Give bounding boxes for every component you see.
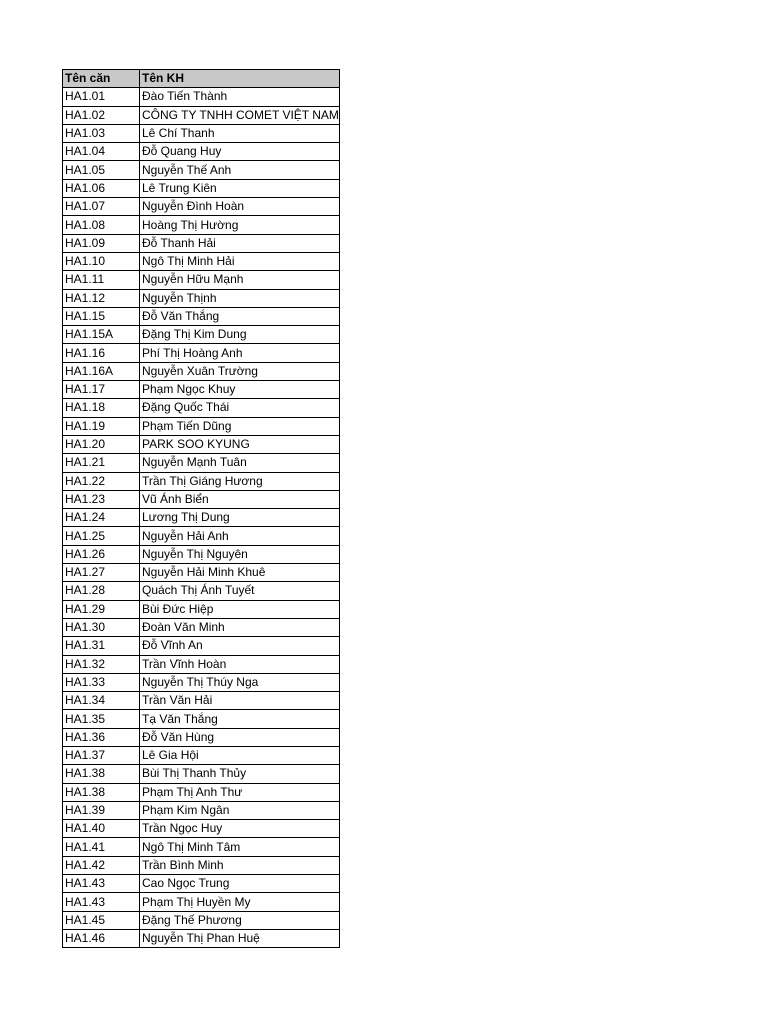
table-row <box>63 106 340 124</box>
table-row <box>63 490 340 508</box>
table-row <box>63 198 340 216</box>
table-row <box>63 454 340 472</box>
unit-code-cell[interactable]: HA1.01 <box>63 88 140 106</box>
table-header <box>63 70 340 88</box>
unit-code-cell[interactable]: HA1.26 <box>63 545 140 563</box>
unit-code-cell[interactable]: HA1.42 <box>63 856 140 874</box>
unit-code-cell[interactable]: HA1.10 <box>63 252 140 270</box>
table-row <box>63 600 340 618</box>
table-row <box>63 326 340 344</box>
table-row <box>63 362 340 380</box>
unit-code-cell[interactable]: HA1.18 <box>63 399 140 417</box>
table-row <box>63 509 340 527</box>
unit-code-cell[interactable]: HA1.41 <box>63 838 140 856</box>
unit-code-cell[interactable]: HA1.20 <box>63 435 140 453</box>
customer-name-cell[interactable]: Đặng Quốc Thái <box>140 399 340 417</box>
unit-code-cell[interactable]: HA1.23 <box>63 490 140 508</box>
table-row <box>63 161 340 179</box>
table-row <box>63 417 340 435</box>
table-row <box>63 289 340 307</box>
table-row <box>63 124 340 142</box>
table-row <box>63 618 340 636</box>
unit-code-cell[interactable]: HA1.34 <box>63 692 140 710</box>
table-row <box>63 692 340 710</box>
unit-code-cell[interactable]: HA1.19 <box>63 417 140 435</box>
unit-code-cell[interactable]: HA1.29 <box>63 600 140 618</box>
table-row <box>63 838 340 856</box>
unit-code-cell[interactable]: HA1.38 <box>63 765 140 783</box>
table-row <box>63 582 340 600</box>
unit-code-cell[interactable]: HA1.09 <box>63 234 140 252</box>
table-row <box>63 728 340 746</box>
customer-name-cell[interactable]: Đặng Thị Kim Dung <box>140 326 340 344</box>
unit-code-cell[interactable]: HA1.45 <box>63 911 140 929</box>
customer-name-cell[interactable]: Nguyễn Hữu Mạnh <box>140 271 340 289</box>
customer-name-cell[interactable]: Nguyễn Hải Minh Khuê <box>140 564 340 582</box>
customer-name-cell[interactable]: Đỗ Văn Hùng <box>140 728 340 746</box>
table-row <box>63 545 340 563</box>
unit-code-cell[interactable]: HA1.21 <box>63 454 140 472</box>
table-row <box>63 271 340 289</box>
table-row <box>63 399 340 417</box>
table-row <box>63 801 340 819</box>
unit-code-cell[interactable]: HA1.07 <box>63 198 140 216</box>
customer-name-cell[interactable]: Phạm Thị Huyền My <box>140 893 340 911</box>
unit-code-cell[interactable]: HA1.31 <box>63 637 140 655</box>
table-row <box>63 472 340 490</box>
customer-name-cell[interactable]: Đỗ Quang Huy <box>140 143 340 161</box>
unit-code-cell[interactable]: HA1.08 <box>63 216 140 234</box>
customer-name-cell[interactable]: Đào Tiến Thành <box>140 88 340 106</box>
table-row <box>63 820 340 838</box>
customer-name-cell[interactable]: Đỗ Thanh Hải <box>140 234 340 252</box>
table-body <box>63 88 340 948</box>
unit-code-cell[interactable]: HA1.06 <box>63 179 140 197</box>
customer-name-cell[interactable]: Phạm Thị Anh Thư <box>140 783 340 801</box>
customer-name-cell[interactable]: Lương Thị Dung <box>140 509 340 527</box>
customer-name-cell[interactable]: Đỗ Vĩnh An <box>140 637 340 655</box>
customer-name-cell[interactable]: Đặng Thế Phương <box>140 911 340 929</box>
unit-code-cell[interactable]: HA1.39 <box>63 801 140 819</box>
table-row <box>63 88 340 106</box>
unit-code-cell[interactable]: HA1.27 <box>63 564 140 582</box>
unit-code-cell[interactable]: HA1.03 <box>63 124 140 142</box>
unit-code-cell[interactable]: HA1.32 <box>63 655 140 673</box>
table-row <box>63 216 340 234</box>
customer-name-cell[interactable]: Quách Thị Ánh Tuyết <box>140 582 340 600</box>
table-row <box>63 929 340 947</box>
table-row <box>63 143 340 161</box>
customer-name-cell[interactable]: Nguyễn Thị Thúy Nga <box>140 673 340 691</box>
unit-code-cell[interactable]: HA1.22 <box>63 472 140 490</box>
table-row <box>63 710 340 728</box>
customer-table <box>62 69 340 948</box>
unit-code-cell[interactable]: HA1.43 <box>63 875 140 893</box>
customer-name-cell[interactable]: Phạm Kim Ngân <box>140 801 340 819</box>
unit-code-cell[interactable]: HA1.15A <box>63 326 140 344</box>
customer-name-cell[interactable]: Nguyễn Mạnh Tuân <box>140 454 340 472</box>
unit-code-cell[interactable]: HA1.16 <box>63 344 140 362</box>
customer-name-cell[interactable]: Trần Bình Minh <box>140 856 340 874</box>
customer-name-cell[interactable]: Tạ Văn Thắng <box>140 710 340 728</box>
unit-code-cell[interactable]: HA1.37 <box>63 746 140 764</box>
customer-name-cell[interactable]: Nguyễn Thị Phan Huệ <box>140 929 340 947</box>
customer-name-cell[interactable]: Đoàn Văn Minh <box>140 618 340 636</box>
table-row <box>63 637 340 655</box>
customer-name-cell[interactable]: Ngô Thị Minh Tâm <box>140 838 340 856</box>
table-row <box>63 527 340 545</box>
unit-code-cell[interactable]: HA1.25 <box>63 527 140 545</box>
customer-name-cell[interactable]: Trần Ngọc Huy <box>140 820 340 838</box>
table-row <box>63 783 340 801</box>
unit-code-cell[interactable]: HA1.43 <box>63 893 140 911</box>
header-row <box>63 70 340 88</box>
unit-code-cell[interactable]: HA1.35 <box>63 710 140 728</box>
table-row <box>63 381 340 399</box>
table-row <box>63 673 340 691</box>
customer-name-cell[interactable]: Phạm Tiến Dũng <box>140 417 340 435</box>
customer-name-cell[interactable]: Cao Ngọc Trung <box>140 875 340 893</box>
unit-code-cell[interactable]: HA1.30 <box>63 618 140 636</box>
customer-name-cell[interactable]: Ngô Thị Minh Hải <box>140 252 340 270</box>
unit-code-cell[interactable]: HA1.16A <box>63 362 140 380</box>
customer-name-cell[interactable]: Bùi Thị Thanh Thủy <box>140 765 340 783</box>
table-row <box>63 179 340 197</box>
unit-code-cell[interactable]: HA1.04 <box>63 143 140 161</box>
table-row <box>63 655 340 673</box>
customer-name-cell[interactable]: Vũ Ánh Biển <box>140 490 340 508</box>
customer-name-cell[interactable]: Phạm Ngọc Khuy <box>140 381 340 399</box>
unit-code-cell[interactable]: HA1.11 <box>63 271 140 289</box>
table-row <box>63 564 340 582</box>
unit-code-cell[interactable]: HA1.33 <box>63 673 140 691</box>
table-row <box>63 344 340 362</box>
table-row <box>63 234 340 252</box>
table-row <box>63 746 340 764</box>
customer-name-cell[interactable]: Lê Gia Hội <box>140 746 340 764</box>
unit-code-cell[interactable]: HA1.05 <box>63 161 140 179</box>
customer-name-cell[interactable]: Hoàng Thị Hường <box>140 216 340 234</box>
customer-name-cell[interactable]: Trần Vĩnh Hoàn <box>140 655 340 673</box>
customer-name-cell[interactable]: Trần Văn Hải <box>140 692 340 710</box>
customer-name-cell[interactable]: Nguyễn Thịnh <box>140 289 340 307</box>
customer-name-cell[interactable]: Nguyễn Thế Anh <box>140 161 340 179</box>
customer-name-cell[interactable]: Nguyễn Hải Anh <box>140 527 340 545</box>
customer-name-cell[interactable]: Lê Chí Thanh <box>140 124 340 142</box>
customer-name-cell[interactable]: Phí Thị Hoàng Anh <box>140 344 340 362</box>
customer-name-cell[interactable]: Nguyễn Xuân Trường <box>140 362 340 380</box>
unit-code-cell[interactable]: HA1.38 <box>63 783 140 801</box>
unit-code-cell[interactable]: HA1.24 <box>63 509 140 527</box>
unit-code-cell[interactable]: HA1.36 <box>63 728 140 746</box>
table-row <box>63 307 340 325</box>
unit-code-cell[interactable]: HA1.28 <box>63 582 140 600</box>
table-row <box>63 875 340 893</box>
unit-code-cell[interactable]: HA1.46 <box>63 929 140 947</box>
customer-name-cell[interactable]: Đỗ Văn Thắng <box>140 307 340 325</box>
unit-code-cell[interactable]: HA1.02 <box>63 106 140 124</box>
customer-name-cell[interactable]: Bùi Đức Hiệp <box>140 600 340 618</box>
customer-name-cell[interactable]: Nguyễn Thị Nguyên <box>140 545 340 563</box>
customer-name-cell[interactable]: PARK SOO KYUNG <box>140 435 340 453</box>
table-row <box>63 856 340 874</box>
customer-name-cell[interactable]: Lê Trung Kiên <box>140 179 340 197</box>
table-row <box>63 435 340 453</box>
customer-name-cell[interactable]: Nguyễn Đình Hoàn <box>140 198 340 216</box>
unit-code-cell[interactable]: HA1.12 <box>63 289 140 307</box>
customer-name-cell[interactable]: CÔNG TY TNHH COMET VIỆT NAM <box>140 106 340 124</box>
customer-name-cell[interactable]: Trần Thị Giáng Hương <box>140 472 340 490</box>
table-row <box>63 252 340 270</box>
table-row <box>63 893 340 911</box>
header-cell-ten-can[interactable]: Tên căn <box>63 70 140 88</box>
header-cell-ten-kh[interactable]: Tên KH <box>140 70 340 88</box>
unit-code-cell[interactable]: HA1.17 <box>63 381 140 399</box>
table-row <box>63 911 340 929</box>
table-row <box>63 765 340 783</box>
unit-code-cell[interactable]: HA1.15 <box>63 307 140 325</box>
unit-code-cell[interactable]: HA1.40 <box>63 820 140 838</box>
